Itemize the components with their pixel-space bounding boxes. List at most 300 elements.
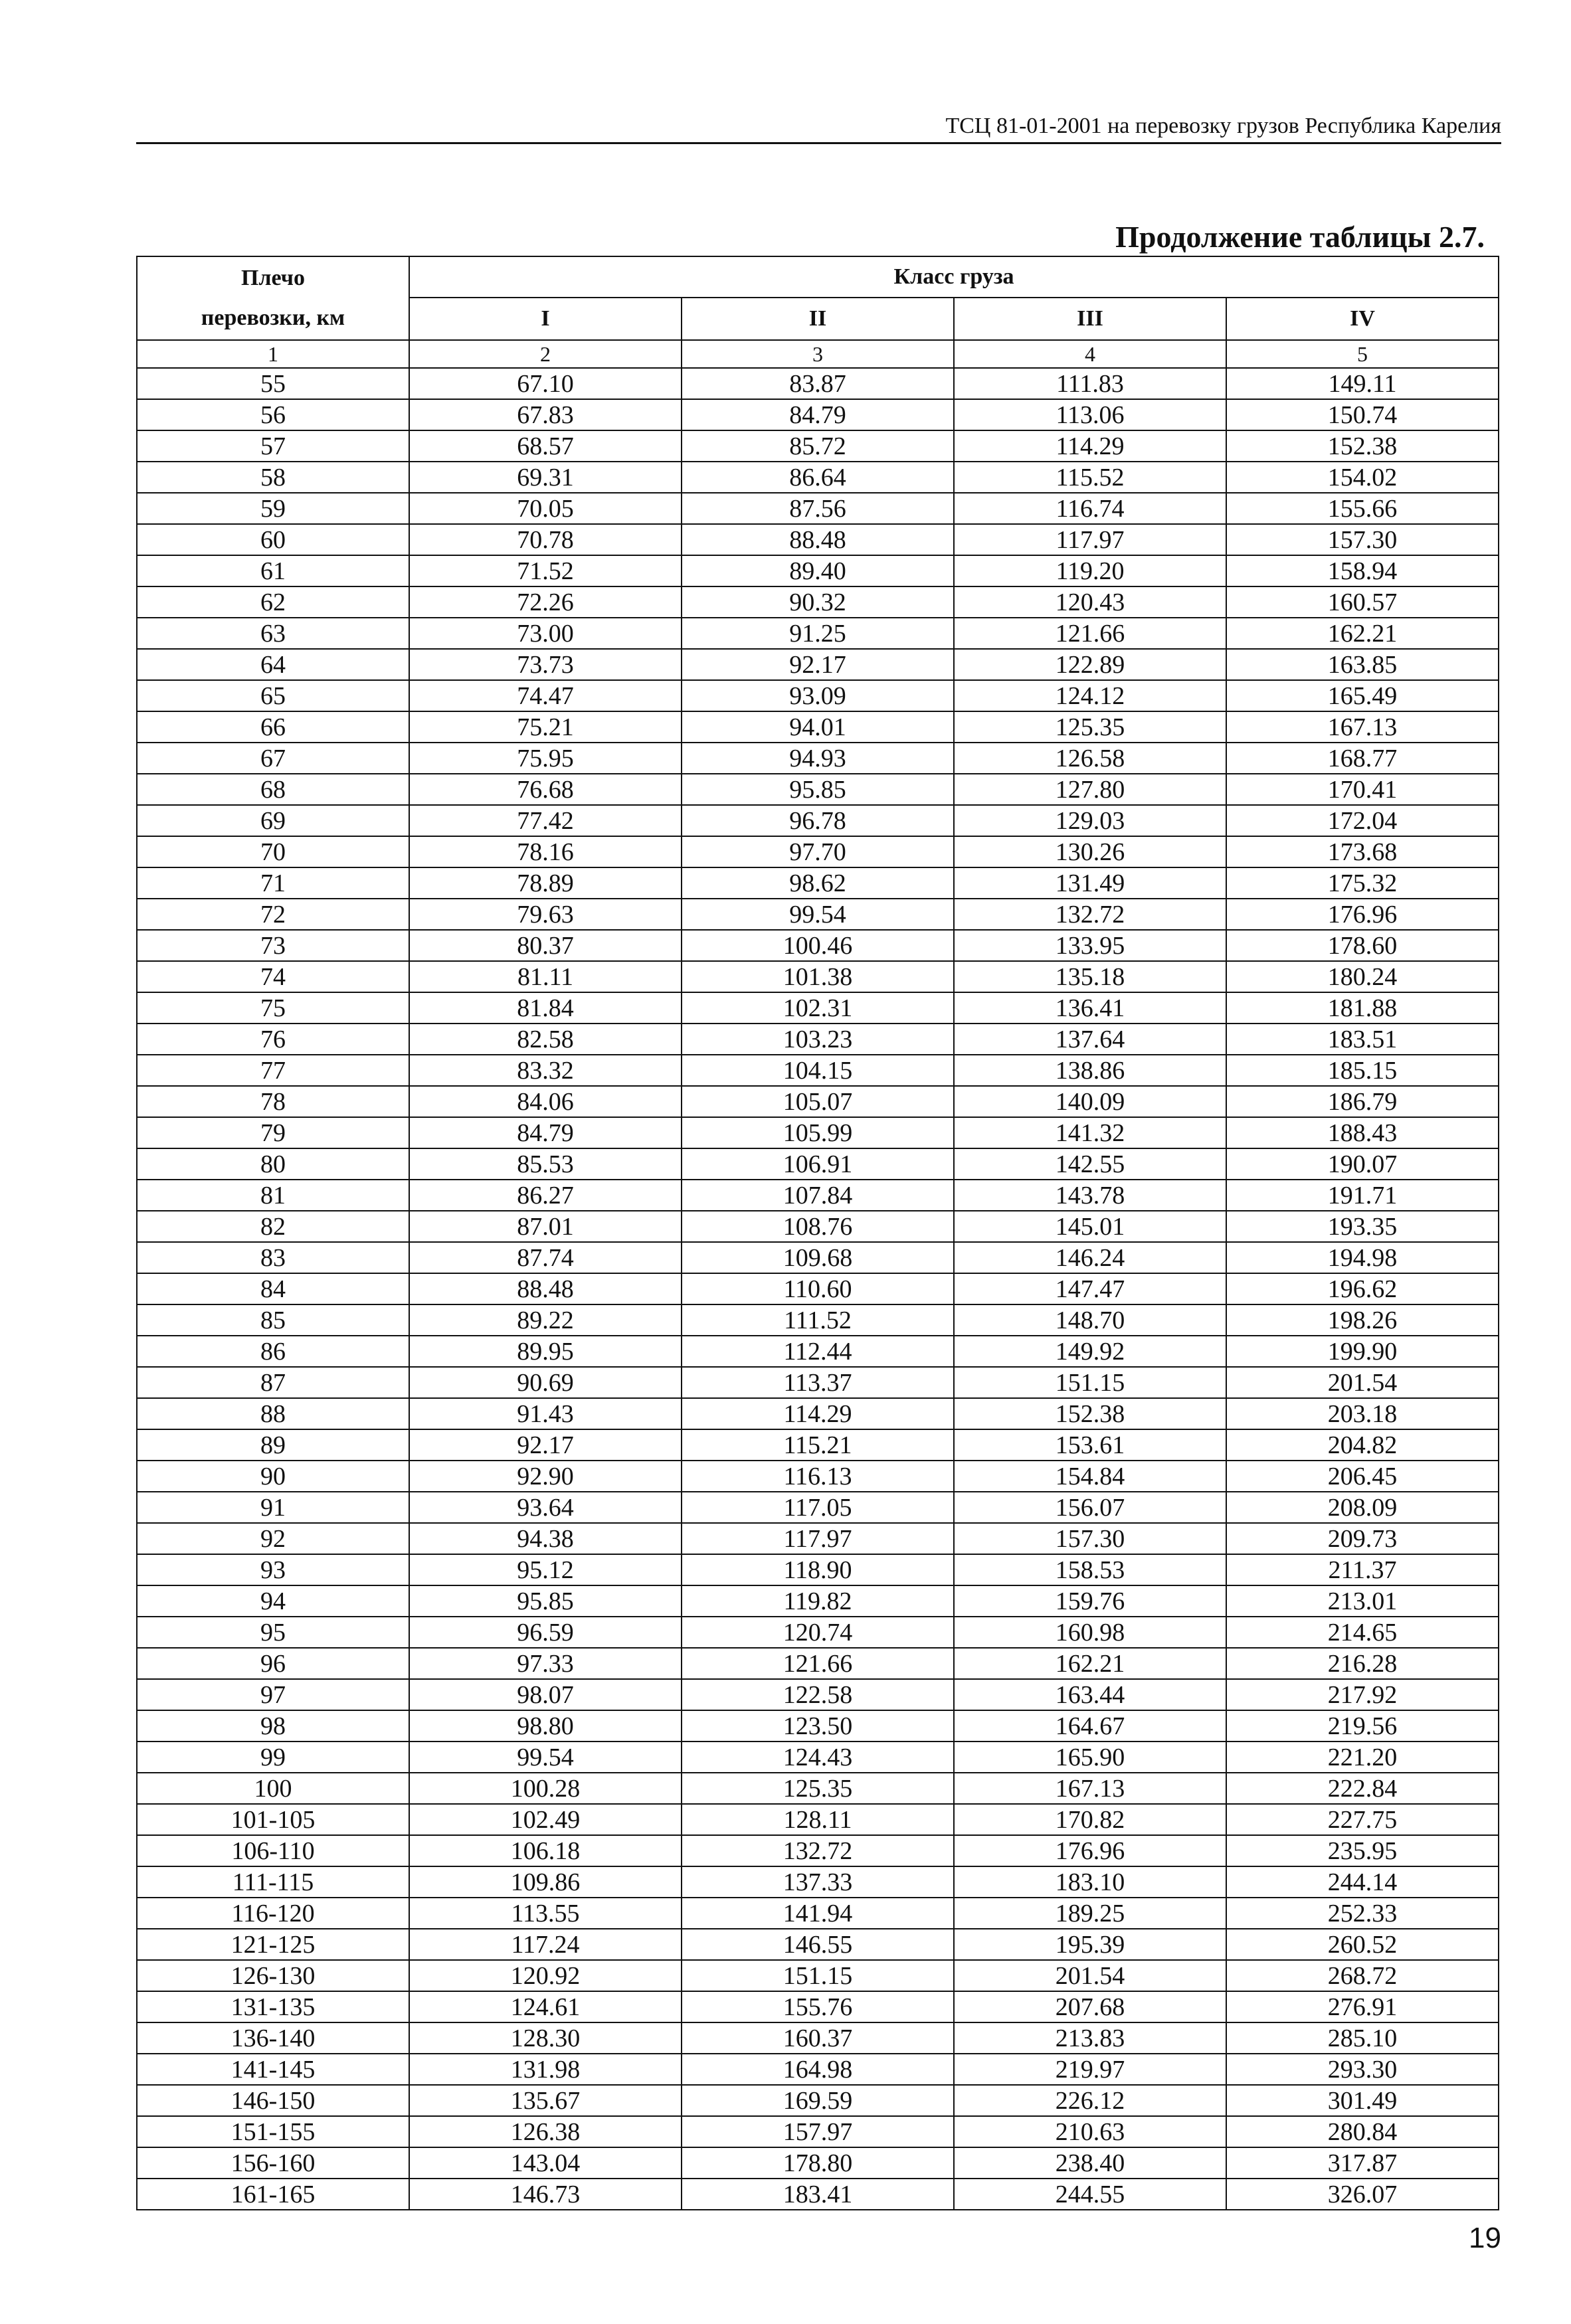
class-i-rate-cell: 82.58 bbox=[409, 1024, 682, 1055]
distance-cell: 96 bbox=[137, 1648, 409, 1679]
class-ii-rate-cell: 125.35 bbox=[682, 1773, 954, 1804]
class-ii-rate-cell: 93.09 bbox=[682, 680, 954, 711]
class-iv-rate-cell: 209.73 bbox=[1226, 1523, 1499, 1554]
class-header-iv: IV bbox=[1226, 298, 1499, 340]
class-ii-rate-cell: 101.38 bbox=[682, 961, 954, 992]
distance-cell: 106-110 bbox=[137, 1835, 409, 1866]
distance-header-line2: перевозки, км bbox=[201, 306, 345, 330]
class-header-iii: III bbox=[954, 298, 1226, 340]
class-i-rate-cell: 117.24 bbox=[409, 1929, 682, 1960]
class-i-rate-cell: 78.16 bbox=[409, 836, 682, 867]
table-row bbox=[137, 1523, 1499, 1554]
class-iii-rate-cell: 238.40 bbox=[954, 2147, 1226, 2179]
class-ii-rate-cell: 95.85 bbox=[682, 774, 954, 805]
class-iv-rate-cell: 185.15 bbox=[1226, 1055, 1499, 1086]
class-iii-rate-cell: 201.54 bbox=[954, 1960, 1226, 1991]
distance-cell: 81 bbox=[137, 1180, 409, 1211]
class-iii-rate-cell: 176.96 bbox=[954, 1835, 1226, 1866]
distance-cell: 68 bbox=[137, 774, 409, 805]
class-ii-rate-cell: 110.60 bbox=[682, 1273, 954, 1304]
cargo-class-group-header: Класс груза bbox=[409, 256, 1499, 298]
class-iii-rate-cell: 165.90 bbox=[954, 1742, 1226, 1773]
class-iii-rate-cell: 226.12 bbox=[954, 2085, 1226, 2116]
class-iv-rate-cell: 196.62 bbox=[1226, 1273, 1499, 1304]
class-i-rate-cell: 83.32 bbox=[409, 1055, 682, 1086]
distance-cell: 83 bbox=[137, 1242, 409, 1273]
class-iv-rate-cell: 194.98 bbox=[1226, 1242, 1499, 1273]
class-iii-rate-cell: 130.26 bbox=[954, 836, 1226, 867]
distance-cell: 97 bbox=[137, 1679, 409, 1710]
class-iii-rate-cell: 113.06 bbox=[954, 399, 1226, 430]
class-iii-rate-cell: 125.35 bbox=[954, 711, 1226, 743]
class-iv-rate-cell: 276.91 bbox=[1226, 1991, 1499, 2022]
class-iv-rate-cell: 162.21 bbox=[1226, 618, 1499, 649]
table-row bbox=[137, 774, 1499, 805]
class-iv-rate-cell: 280.84 bbox=[1226, 2116, 1499, 2147]
class-ii-rate-cell: 88.48 bbox=[682, 524, 954, 555]
table-row bbox=[137, 1679, 1499, 1710]
class-iii-rate-cell: 149.92 bbox=[954, 1336, 1226, 1367]
class-ii-rate-cell: 114.29 bbox=[682, 1398, 954, 1429]
class-header-i: I bbox=[409, 298, 682, 340]
class-iv-rate-cell: 180.24 bbox=[1226, 961, 1499, 992]
class-ii-rate-cell: 105.99 bbox=[682, 1117, 954, 1148]
class-iii-rate-cell: 189.25 bbox=[954, 1898, 1226, 1929]
class-iii-rate-cell: 156.07 bbox=[954, 1492, 1226, 1523]
distance-cell: 63 bbox=[137, 618, 409, 649]
table-row bbox=[137, 1554, 1499, 1585]
class-i-rate-cell: 143.04 bbox=[409, 2147, 682, 2179]
class-ii-rate-cell: 86.64 bbox=[682, 462, 954, 493]
class-ii-rate-cell: 99.54 bbox=[682, 899, 954, 930]
class-iv-rate-cell: 160.57 bbox=[1226, 586, 1499, 618]
class-iv-rate-cell: 165.49 bbox=[1226, 680, 1499, 711]
table-row bbox=[137, 1024, 1499, 1055]
class-i-rate-cell: 128.30 bbox=[409, 2022, 682, 2054]
table-row bbox=[137, 1148, 1499, 1180]
distance-cell: 161-165 bbox=[137, 2179, 409, 2210]
column-number: 1 bbox=[137, 340, 409, 368]
class-ii-rate-cell: 90.32 bbox=[682, 586, 954, 618]
table-row bbox=[137, 618, 1499, 649]
table-row bbox=[137, 586, 1499, 618]
table-row bbox=[137, 1585, 1499, 1617]
class-iii-rate-cell: 162.21 bbox=[954, 1648, 1226, 1679]
class-i-rate-cell: 74.47 bbox=[409, 680, 682, 711]
class-iii-rate-cell: 219.97 bbox=[954, 2054, 1226, 2085]
table-row bbox=[137, 992, 1499, 1024]
distance-cell: 99 bbox=[137, 1742, 409, 1773]
distance-cell: 136-140 bbox=[137, 2022, 409, 2054]
class-iv-rate-cell: 170.41 bbox=[1226, 774, 1499, 805]
class-iv-rate-cell: 188.43 bbox=[1226, 1117, 1499, 1148]
class-ii-rate-cell: 155.76 bbox=[682, 1991, 954, 2022]
class-iii-rate-cell: 158.53 bbox=[954, 1554, 1226, 1585]
class-iv-rate-cell: 167.13 bbox=[1226, 711, 1499, 743]
class-ii-rate-cell: 113.37 bbox=[682, 1367, 954, 1398]
table-row bbox=[137, 524, 1499, 555]
class-ii-rate-cell: 109.68 bbox=[682, 1242, 954, 1273]
table-row bbox=[137, 2085, 1499, 2116]
class-iii-rate-cell: 129.03 bbox=[954, 805, 1226, 836]
class-iv-rate-cell: 216.28 bbox=[1226, 1648, 1499, 1679]
class-ii-rate-cell: 92.17 bbox=[682, 649, 954, 680]
distance-cell: 84 bbox=[137, 1273, 409, 1304]
class-iii-rate-cell: 157.30 bbox=[954, 1523, 1226, 1554]
class-ii-rate-cell: 87.56 bbox=[682, 493, 954, 524]
table-row bbox=[137, 2022, 1499, 2054]
class-i-rate-cell: 98.80 bbox=[409, 1710, 682, 1742]
class-iii-rate-cell: 136.41 bbox=[954, 992, 1226, 1024]
table-row bbox=[137, 1336, 1499, 1367]
class-i-rate-cell: 126.38 bbox=[409, 2116, 682, 2147]
class-iv-rate-cell: 152.38 bbox=[1226, 430, 1499, 462]
distance-cell: 71 bbox=[137, 867, 409, 899]
class-iii-rate-cell: 154.84 bbox=[954, 1461, 1226, 1492]
table-row bbox=[137, 1211, 1499, 1242]
class-iv-rate-cell: 235.95 bbox=[1226, 1835, 1499, 1866]
class-iii-rate-cell: 132.72 bbox=[954, 899, 1226, 930]
class-iii-rate-cell: 213.83 bbox=[954, 2022, 1226, 2054]
class-iii-rate-cell: 127.80 bbox=[954, 774, 1226, 805]
class-iii-rate-cell: 142.55 bbox=[954, 1148, 1226, 1180]
table-row bbox=[137, 1991, 1499, 2022]
class-ii-rate-cell: 169.59 bbox=[682, 2085, 954, 2116]
class-iv-rate-cell: 214.65 bbox=[1226, 1617, 1499, 1648]
class-i-rate-cell: 95.12 bbox=[409, 1554, 682, 1585]
class-ii-rate-cell: 118.90 bbox=[682, 1554, 954, 1585]
class-iii-rate-cell: 143.78 bbox=[954, 1180, 1226, 1211]
class-i-rate-cell: 87.01 bbox=[409, 1211, 682, 1242]
table-row bbox=[137, 462, 1499, 493]
class-i-rate-cell: 67.10 bbox=[409, 368, 682, 399]
distance-cell: 121-125 bbox=[137, 1929, 409, 1960]
distance-cell: 89 bbox=[137, 1429, 409, 1461]
class-iii-rate-cell: 133.95 bbox=[954, 930, 1226, 961]
class-iv-rate-cell: 157.30 bbox=[1226, 524, 1499, 555]
class-iii-rate-cell: 124.12 bbox=[954, 680, 1226, 711]
class-i-rate-cell: 91.43 bbox=[409, 1398, 682, 1429]
class-iii-rate-cell: 210.63 bbox=[954, 2116, 1226, 2147]
class-i-rate-cell: 92.17 bbox=[409, 1429, 682, 1461]
class-iv-rate-cell: 191.71 bbox=[1226, 1180, 1499, 1211]
table-row bbox=[137, 743, 1499, 774]
distance-cell: 70 bbox=[137, 836, 409, 867]
table-row bbox=[137, 1398, 1499, 1429]
distance-cell: 61 bbox=[137, 555, 409, 586]
class-i-rate-cell: 89.22 bbox=[409, 1304, 682, 1336]
column-number: 4 bbox=[954, 340, 1226, 368]
class-ii-rate-cell: 132.72 bbox=[682, 1835, 954, 1866]
class-i-rate-cell: 88.48 bbox=[409, 1273, 682, 1304]
class-i-rate-cell: 76.68 bbox=[409, 774, 682, 805]
table-row bbox=[137, 368, 1499, 399]
class-iv-rate-cell: 301.49 bbox=[1226, 2085, 1499, 2116]
distance-cell: 72 bbox=[137, 899, 409, 930]
class-ii-rate-cell: 121.66 bbox=[682, 1648, 954, 1679]
table-row bbox=[137, 1929, 1499, 1960]
class-i-rate-cell: 75.21 bbox=[409, 711, 682, 743]
class-iii-rate-cell: 111.83 bbox=[954, 368, 1226, 399]
class-i-rate-cell: 84.79 bbox=[409, 1117, 682, 1148]
class-iv-rate-cell: 198.26 bbox=[1226, 1304, 1499, 1336]
class-iii-rate-cell: 146.24 bbox=[954, 1242, 1226, 1273]
class-iii-rate-cell: 114.29 bbox=[954, 430, 1226, 462]
distance-cell: 98 bbox=[137, 1710, 409, 1742]
class-i-rate-cell: 73.00 bbox=[409, 618, 682, 649]
class-i-rate-cell: 77.42 bbox=[409, 805, 682, 836]
class-ii-rate-cell: 112.44 bbox=[682, 1336, 954, 1367]
class-iv-rate-cell: 190.07 bbox=[1226, 1148, 1499, 1180]
class-ii-rate-cell: 104.15 bbox=[682, 1055, 954, 1086]
distance-cell: 94 bbox=[137, 1585, 409, 1617]
class-iii-rate-cell: 137.64 bbox=[954, 1024, 1226, 1055]
class-iv-rate-cell: 150.74 bbox=[1226, 399, 1499, 430]
distance-cell: 65 bbox=[137, 680, 409, 711]
class-iii-rate-cell: 164.67 bbox=[954, 1710, 1226, 1742]
class-i-rate-cell: 81.84 bbox=[409, 992, 682, 1024]
class-ii-rate-cell: 106.91 bbox=[682, 1148, 954, 1180]
table-row bbox=[137, 961, 1499, 992]
table-row bbox=[137, 867, 1499, 899]
class-iv-rate-cell: 155.66 bbox=[1226, 493, 1499, 524]
class-ii-rate-cell: 160.37 bbox=[682, 2022, 954, 2054]
class-i-rate-cell: 84.06 bbox=[409, 1086, 682, 1117]
distance-cell: 62 bbox=[137, 586, 409, 618]
class-iv-rate-cell: 317.87 bbox=[1226, 2147, 1499, 2179]
class-ii-rate-cell: 146.55 bbox=[682, 1929, 954, 1960]
page-number: 19 bbox=[1469, 2222, 1501, 2254]
class-iv-rate-cell: 203.18 bbox=[1226, 1398, 1499, 1429]
class-ii-rate-cell: 107.84 bbox=[682, 1180, 954, 1211]
table-row bbox=[137, 649, 1499, 680]
class-ii-rate-cell: 157.97 bbox=[682, 2116, 954, 2147]
class-ii-rate-cell: 164.98 bbox=[682, 2054, 954, 2085]
class-iii-rate-cell: 195.39 bbox=[954, 1929, 1226, 1960]
class-iii-rate-cell: 207.68 bbox=[954, 1991, 1226, 2022]
class-ii-rate-cell: 96.78 bbox=[682, 805, 954, 836]
table-row bbox=[137, 1180, 1499, 1211]
class-iii-rate-cell: 131.49 bbox=[954, 867, 1226, 899]
table-row bbox=[137, 2116, 1499, 2147]
class-iv-rate-cell: 173.68 bbox=[1226, 836, 1499, 867]
class-iii-rate-cell: 115.52 bbox=[954, 462, 1226, 493]
class-iv-rate-cell: 285.10 bbox=[1226, 2022, 1499, 2054]
class-iii-rate-cell: 116.74 bbox=[954, 493, 1226, 524]
class-iv-rate-cell: 149.11 bbox=[1226, 368, 1499, 399]
class-ii-rate-cell: 151.15 bbox=[682, 1960, 954, 1991]
class-ii-rate-cell: 98.62 bbox=[682, 867, 954, 899]
class-i-rate-cell: 120.92 bbox=[409, 1960, 682, 1991]
table-row bbox=[137, 1086, 1499, 1117]
class-ii-rate-cell: 117.05 bbox=[682, 1492, 954, 1523]
table-row bbox=[137, 899, 1499, 930]
class-iv-rate-cell: 193.35 bbox=[1226, 1211, 1499, 1242]
class-iv-rate-cell: 199.90 bbox=[1226, 1336, 1499, 1367]
header-divider bbox=[136, 142, 1501, 144]
class-iii-rate-cell: 117.97 bbox=[954, 524, 1226, 555]
distance-cell: 82 bbox=[137, 1211, 409, 1242]
distance-cell: 56 bbox=[137, 399, 409, 430]
distance-cell: 116-120 bbox=[137, 1898, 409, 1929]
class-ii-rate-cell: 141.94 bbox=[682, 1898, 954, 1929]
class-i-rate-cell: 75.95 bbox=[409, 743, 682, 774]
table-row bbox=[137, 1242, 1499, 1273]
class-ii-rate-cell: 115.21 bbox=[682, 1429, 954, 1461]
distance-cell: 93 bbox=[137, 1554, 409, 1585]
class-iii-rate-cell: 119.20 bbox=[954, 555, 1226, 586]
class-iii-rate-cell: 167.13 bbox=[954, 1773, 1226, 1804]
class-iv-rate-cell: 219.56 bbox=[1226, 1710, 1499, 1742]
distance-cell: 55 bbox=[137, 368, 409, 399]
class-i-rate-cell: 70.78 bbox=[409, 524, 682, 555]
distance-cell: 156-160 bbox=[137, 2147, 409, 2179]
class-iv-rate-cell: 208.09 bbox=[1226, 1492, 1499, 1523]
class-i-rate-cell: 96.59 bbox=[409, 1617, 682, 1648]
class-i-rate-cell: 86.27 bbox=[409, 1180, 682, 1211]
distance-cell: 111-115 bbox=[137, 1866, 409, 1898]
class-ii-rate-cell: 111.52 bbox=[682, 1304, 954, 1336]
class-iii-rate-cell: 121.66 bbox=[954, 618, 1226, 649]
class-ii-rate-cell: 89.40 bbox=[682, 555, 954, 586]
class-i-rate-cell: 98.07 bbox=[409, 1679, 682, 1710]
distance-cell: 92 bbox=[137, 1523, 409, 1554]
class-i-rate-cell: 80.37 bbox=[409, 930, 682, 961]
class-i-rate-cell: 146.73 bbox=[409, 2179, 682, 2210]
class-iii-rate-cell: 138.86 bbox=[954, 1055, 1226, 1086]
class-i-rate-cell: 89.95 bbox=[409, 1336, 682, 1367]
table-row bbox=[137, 1960, 1499, 1991]
table-caption: Продолжение таблицы 2.7. bbox=[1115, 220, 1485, 254]
table-row bbox=[137, 805, 1499, 836]
class-i-rate-cell: 109.86 bbox=[409, 1866, 682, 1898]
class-ii-rate-cell: 183.41 bbox=[682, 2179, 954, 2210]
distance-cell: 66 bbox=[137, 711, 409, 743]
class-iv-rate-cell: 183.51 bbox=[1226, 1024, 1499, 1055]
class-iv-rate-cell: 186.79 bbox=[1226, 1086, 1499, 1117]
class-ii-rate-cell: 97.70 bbox=[682, 836, 954, 867]
class-ii-rate-cell: 100.46 bbox=[682, 930, 954, 961]
distance-cell: 100 bbox=[137, 1773, 409, 1804]
class-i-rate-cell: 100.28 bbox=[409, 1773, 682, 1804]
table-row bbox=[137, 430, 1499, 462]
class-iii-rate-cell: 148.70 bbox=[954, 1304, 1226, 1336]
class-iii-rate-cell: 147.47 bbox=[954, 1273, 1226, 1304]
distance-cell: 146-150 bbox=[137, 2085, 409, 2116]
class-ii-rate-cell: 91.25 bbox=[682, 618, 954, 649]
class-i-rate-cell: 85.53 bbox=[409, 1148, 682, 1180]
distance-cell: 58 bbox=[137, 462, 409, 493]
table-row bbox=[137, 1835, 1499, 1866]
class-iii-rate-cell: 120.43 bbox=[954, 586, 1226, 618]
distance-cell: 60 bbox=[137, 524, 409, 555]
distance-cell: 75 bbox=[137, 992, 409, 1024]
table-row bbox=[137, 2054, 1499, 2085]
column-number: 3 bbox=[682, 340, 954, 368]
distance-cell: 151-155 bbox=[137, 2116, 409, 2147]
distance-cell: 67 bbox=[137, 743, 409, 774]
class-iv-rate-cell: 268.72 bbox=[1226, 1960, 1499, 1991]
class-i-rate-cell: 135.67 bbox=[409, 2085, 682, 2116]
table-row bbox=[137, 1866, 1499, 1898]
class-iv-rate-cell: 221.20 bbox=[1226, 1742, 1499, 1773]
class-i-rate-cell: 99.54 bbox=[409, 1742, 682, 1773]
class-i-rate-cell: 87.74 bbox=[409, 1242, 682, 1273]
distance-column-header bbox=[137, 256, 409, 340]
class-ii-rate-cell: 83.87 bbox=[682, 368, 954, 399]
table-row bbox=[137, 1367, 1499, 1398]
class-iii-rate-cell: 170.82 bbox=[954, 1804, 1226, 1835]
class-iv-rate-cell: 154.02 bbox=[1226, 462, 1499, 493]
class-ii-rate-cell: 137.33 bbox=[682, 1866, 954, 1898]
class-i-rate-cell: 73.73 bbox=[409, 649, 682, 680]
class-i-rate-cell: 90.69 bbox=[409, 1367, 682, 1398]
class-iv-rate-cell: 176.96 bbox=[1226, 899, 1499, 930]
distance-cell: 85 bbox=[137, 1304, 409, 1336]
class-iii-rate-cell: 145.01 bbox=[954, 1211, 1226, 1242]
class-ii-rate-cell: 84.79 bbox=[682, 399, 954, 430]
class-i-rate-cell: 113.55 bbox=[409, 1898, 682, 1929]
distance-cell: 73 bbox=[137, 930, 409, 961]
class-iv-rate-cell: 260.52 bbox=[1226, 1929, 1499, 1960]
class-iv-rate-cell: 217.92 bbox=[1226, 1679, 1499, 1710]
table-row bbox=[137, 1710, 1499, 1742]
table-row bbox=[137, 555, 1499, 586]
distance-cell: 87 bbox=[137, 1367, 409, 1398]
table-row bbox=[137, 1773, 1499, 1804]
distance-cell: 95 bbox=[137, 1617, 409, 1648]
distance-cell: 64 bbox=[137, 649, 409, 680]
class-iv-rate-cell: 211.37 bbox=[1226, 1554, 1499, 1585]
table-body bbox=[137, 368, 1499, 2210]
class-i-rate-cell: 92.90 bbox=[409, 1461, 682, 1492]
distance-cell: 88 bbox=[137, 1398, 409, 1429]
distance-cell: 141-145 bbox=[137, 2054, 409, 2085]
class-iv-rate-cell: 252.33 bbox=[1226, 1898, 1499, 1929]
table-row bbox=[137, 711, 1499, 743]
class-iv-rate-cell: 206.45 bbox=[1226, 1461, 1499, 1492]
distance-cell: 57 bbox=[137, 430, 409, 462]
column-number-row bbox=[137, 340, 1499, 368]
class-header-ii: II bbox=[682, 298, 954, 340]
class-iv-rate-cell: 293.30 bbox=[1226, 2054, 1499, 2085]
table-row bbox=[137, 1055, 1499, 1086]
table-row bbox=[137, 1429, 1499, 1461]
class-i-rate-cell: 93.64 bbox=[409, 1492, 682, 1523]
class-i-rate-cell: 71.52 bbox=[409, 555, 682, 586]
distance-cell: 78 bbox=[137, 1086, 409, 1117]
table-row bbox=[137, 1742, 1499, 1773]
class-iii-rate-cell: 135.18 bbox=[954, 961, 1226, 992]
column-number: 2 bbox=[409, 340, 682, 368]
table-row bbox=[137, 930, 1499, 961]
class-iv-rate-cell: 213.01 bbox=[1226, 1585, 1499, 1617]
class-iii-rate-cell: 183.10 bbox=[954, 1866, 1226, 1898]
class-iii-rate-cell: 141.32 bbox=[954, 1117, 1226, 1148]
class-i-rate-cell: 79.63 bbox=[409, 899, 682, 930]
freight-rate-table bbox=[136, 256, 1499, 2210]
table-row bbox=[137, 493, 1499, 524]
class-iii-rate-cell: 126.58 bbox=[954, 743, 1226, 774]
class-iv-rate-cell: 172.04 bbox=[1226, 805, 1499, 836]
table-row bbox=[137, 2179, 1499, 2210]
class-ii-rate-cell: 123.50 bbox=[682, 1710, 954, 1742]
class-ii-rate-cell: 103.23 bbox=[682, 1024, 954, 1055]
table-row bbox=[137, 1804, 1499, 1835]
document-header: ТСЦ 81-01-2001 на перевозку грузов Республика Карелия bbox=[945, 114, 1501, 138]
class-ii-rate-cell: 116.13 bbox=[682, 1461, 954, 1492]
class-iii-rate-cell: 163.44 bbox=[954, 1679, 1226, 1710]
